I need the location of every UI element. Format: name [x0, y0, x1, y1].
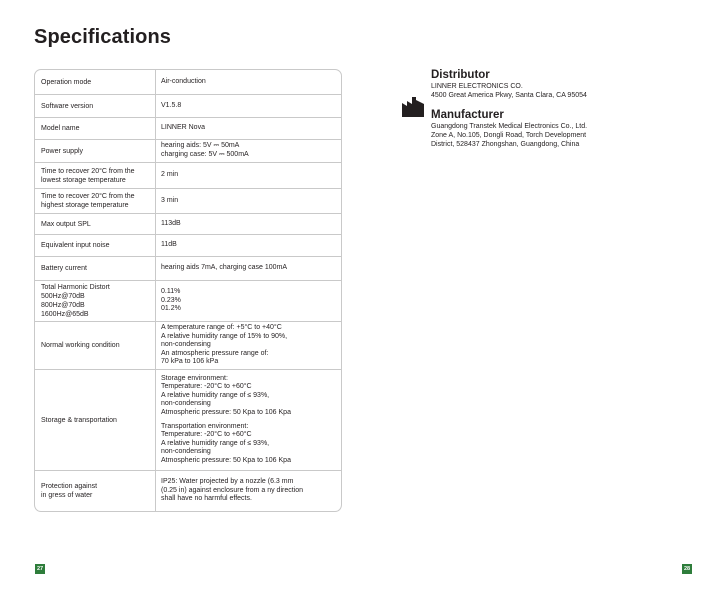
spec-label	[35, 140, 156, 162]
manufacturer-address-line-1: Zone A, No.105, Dongli Road, Torch Development	[431, 132, 587, 139]
spec-value-line: 3 min	[161, 196, 179, 204]
spec-value-line: hearing aids: 5V ⎓ 50mA	[161, 142, 240, 150]
spec-value-line: non-condensing	[161, 448, 211, 456]
spec-value-line: 2 min	[161, 171, 179, 179]
table-row	[35, 213, 341, 234]
spec-value-line: 0.11%	[161, 288, 181, 296]
spec-value-line: Storage environment:	[161, 374, 228, 382]
spec-label-line: Time to recover 20°C from the	[41, 167, 135, 175]
spec-value	[156, 370, 341, 470]
page-number-right: 28	[683, 566, 691, 572]
spec-label-line: highest storage temperature	[41, 202, 129, 209]
spec-value	[156, 118, 341, 139]
spec-label-line: 1600Hz@65dB	[41, 311, 89, 318]
manufacturer-company: Guangdong Transtek Medical Electronics Co., Ltd.	[431, 123, 588, 130]
spec-label-line: Normal working condition	[41, 342, 120, 349]
distributor-address: 4500 Great America Pkwy, Santa Clara, CA 95054	[431, 92, 587, 99]
spec-value	[156, 140, 341, 162]
spec-value-line: A relative humidity range of 15% to 90%,	[161, 332, 288, 340]
distributor-block	[431, 68, 691, 100]
spec-value-line: Atmospheric pressure: 50 Kpa to 106 Kpa	[161, 408, 291, 416]
specifications-table	[34, 69, 342, 512]
spec-label-line: Model name	[41, 125, 80, 132]
spec-label-line: Battery current	[41, 265, 87, 272]
spec-label	[35, 189, 156, 213]
table-row	[35, 117, 341, 139]
spec-value-line: 11dB	[161, 241, 177, 249]
spec-label	[35, 281, 156, 321]
manufacturer-factory-icon	[402, 97, 424, 117]
manufacturer-block	[431, 108, 691, 149]
spec-value-line: (0.25 in) against enclosure from a ny direction	[161, 486, 304, 494]
spec-value-line: Temperature: -20°C to +60°C	[161, 383, 252, 391]
spec-value-line: Atmospheric pressure: 50 Kpa to 106 Kpa	[161, 456, 291, 464]
spec-label-line: in gress of water	[41, 492, 93, 499]
spec-label	[35, 322, 156, 369]
spec-label	[35, 471, 156, 511]
manufacturer-address-line-2: District, 528437 Zhongshan, Guangdong, China	[431, 141, 580, 148]
spec-value-line: An atmospheric pressure range of:	[161, 349, 269, 357]
spec-value	[156, 257, 341, 280]
spec-label-line: 500Hz@70dB	[41, 293, 85, 300]
spec-value-line: 01.2%	[161, 305, 181, 313]
page-title: Specifications	[34, 26, 171, 48]
table-row	[35, 369, 341, 470]
table-row	[35, 188, 341, 213]
spec-label	[35, 257, 156, 280]
table-row	[35, 162, 341, 188]
spec-value-line: 0.23%	[161, 296, 181, 304]
spec-label	[35, 235, 156, 256]
spec-value-line: non-condensing	[161, 341, 211, 349]
spec-label	[35, 95, 156, 117]
spec-value-line: A relative humidity range of ≤ 93%,	[161, 439, 270, 447]
spec-label-line: Power supply	[41, 147, 84, 155]
page-number-left: 27	[36, 566, 44, 572]
table-row	[35, 234, 341, 256]
spec-label-line: Protection against	[41, 483, 98, 490]
spec-value	[156, 70, 341, 94]
spec-value-line: Temperature: -20°C to +60°C	[161, 431, 252, 439]
table-row	[35, 280, 341, 321]
table-row	[35, 70, 341, 94]
manufacturer-heading: Manufacturer	[431, 109, 504, 121]
spec-label-line: Time to recover 20°C from the	[41, 193, 135, 200]
spec-value	[156, 214, 341, 234]
spec-value	[156, 471, 341, 511]
spec-value-line: charging case: 5V ⎓ 500mA	[161, 151, 249, 158]
spec-label-line: Operation mode	[41, 78, 92, 86]
spec-value	[156, 322, 341, 369]
spec-value	[156, 163, 341, 188]
distributor-heading: Distributor	[431, 69, 490, 81]
spec-value-line: IP25: Water projected by a nozzle (6.3 mm	[161, 478, 294, 486]
table-row	[35, 470, 341, 511]
spec-value	[156, 235, 341, 256]
spec-value-line: V1.5.8	[161, 101, 182, 109]
spec-value-line: 70 kPa to 106 kPa	[161, 358, 219, 366]
spec-label	[35, 70, 156, 94]
table-row	[35, 94, 341, 117]
spec-value	[156, 281, 341, 321]
spec-value-line: 113dB	[161, 219, 181, 227]
spec-value-line: LINNER Nova	[161, 124, 205, 132]
spec-label-line: Software version	[41, 102, 94, 110]
table-row	[35, 139, 341, 162]
spec-label-line: Total Harmonic Distort	[41, 284, 110, 291]
spec-label-line: Storage & transportation	[41, 416, 117, 424]
spec-value-line: shall have no harmful effects.	[161, 495, 252, 503]
spec-label	[35, 370, 156, 470]
spec-value-line: Air-conduction	[161, 77, 206, 85]
spec-value	[156, 189, 341, 213]
spec-value	[156, 95, 341, 117]
distributor-company: LINNER ELECTRONICS CO.	[431, 83, 523, 90]
spec-label	[35, 214, 156, 234]
spec-value-line: A relative humidity range of ≤ 93%,	[161, 391, 270, 399]
spec-value-line: non-condensing	[161, 400, 211, 408]
spec-value-line: hearing aids 7mA, charging case 100mA	[161, 264, 288, 272]
spec-label	[35, 118, 156, 139]
table-row	[35, 321, 341, 369]
table-row	[35, 256, 341, 280]
spec-label-line: Max output SPL	[41, 220, 91, 228]
spec-value-line: A temperature range of: +5°C to +40°C	[161, 324, 282, 332]
spec-label-line: lowest storage temperature	[41, 176, 126, 184]
spec-label-line: 800Hz@70dB	[41, 302, 85, 309]
spec-label-line: Equivalent input noise	[41, 242, 110, 249]
spec-label	[35, 163, 156, 188]
spec-value-line: Transportation environment:	[161, 422, 249, 430]
